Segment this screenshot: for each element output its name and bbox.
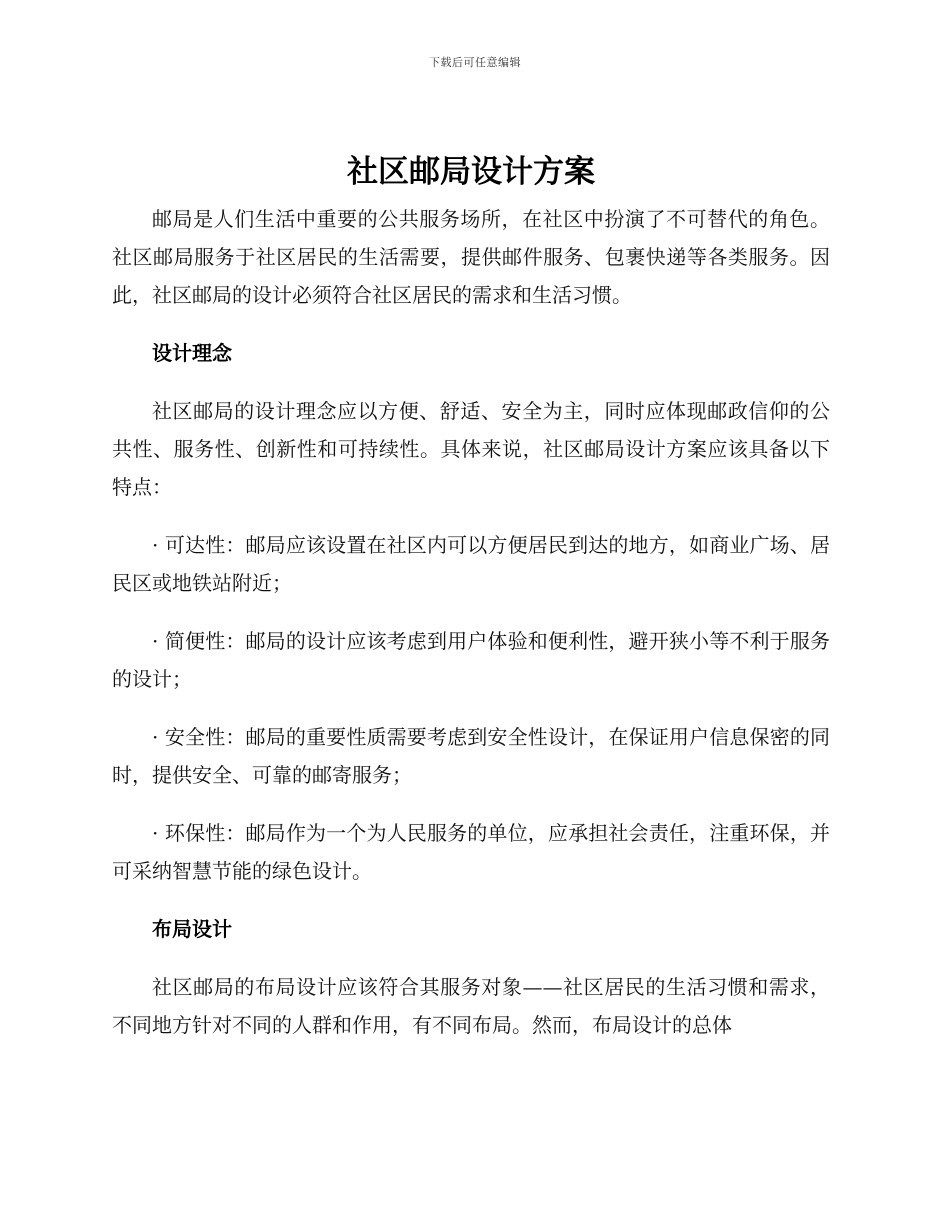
document-body: [112, 148, 830, 1064]
bullet-convenience: · 简便性：邮局的设计应该考虑到用户体验和便利性，避开狭小等不利于服务的设计；: [112, 629, 830, 691]
section-heading-layout-design: 布局设计: [152, 917, 232, 941]
design-concept-paragraph: 社区邮局的设计理念应以方便、舒适、安全为主，同时应体现邮政信仰的公共性、服务性、创新性和可持续性。具体来说，社区邮局设计方案应该具备以下特点：: [112, 399, 830, 499]
document-title: 社区邮局设计方案: [347, 154, 595, 190]
bullet-accessibility: · 可达性：邮局应该设置在社区内可以方便居民到达的地方，如商业广场、居民区或地铁站附近；: [112, 533, 830, 595]
bullet-environmental: · 环保性：邮局作为一个为人民服务的单位，应承担社会责任，注重环保，并可采纳智慧节能的绿色设计。: [112, 821, 830, 883]
section-heading-design-concept: 设计理念: [152, 341, 232, 365]
bullet-security: · 安全性：邮局的重要性质需要考虑到安全性设计，在保证用户信息保密的同时，提供安全、可靠的邮寄服务；: [112, 725, 830, 787]
layout-design-paragraph: 社区邮局的布局设计应该符合其服务对象——社区居民的生活习惯和需求，不同地方针对不同的人群和作用，有不同布局。然而，布局设计的总体: [112, 975, 830, 1037]
page-header: 下载后可任意编辑: [429, 56, 521, 69]
intro-paragraph: 邮局是人们生活中重要的公共服务场所，在社区中扮演了不可替代的角色。社区邮局服务于社区居民的生活需要，提供邮件服务、包裹快递等各类服务。因此，社区邮局的设计必须符合社区居民的需求和生活习惯。: [112, 207, 830, 307]
